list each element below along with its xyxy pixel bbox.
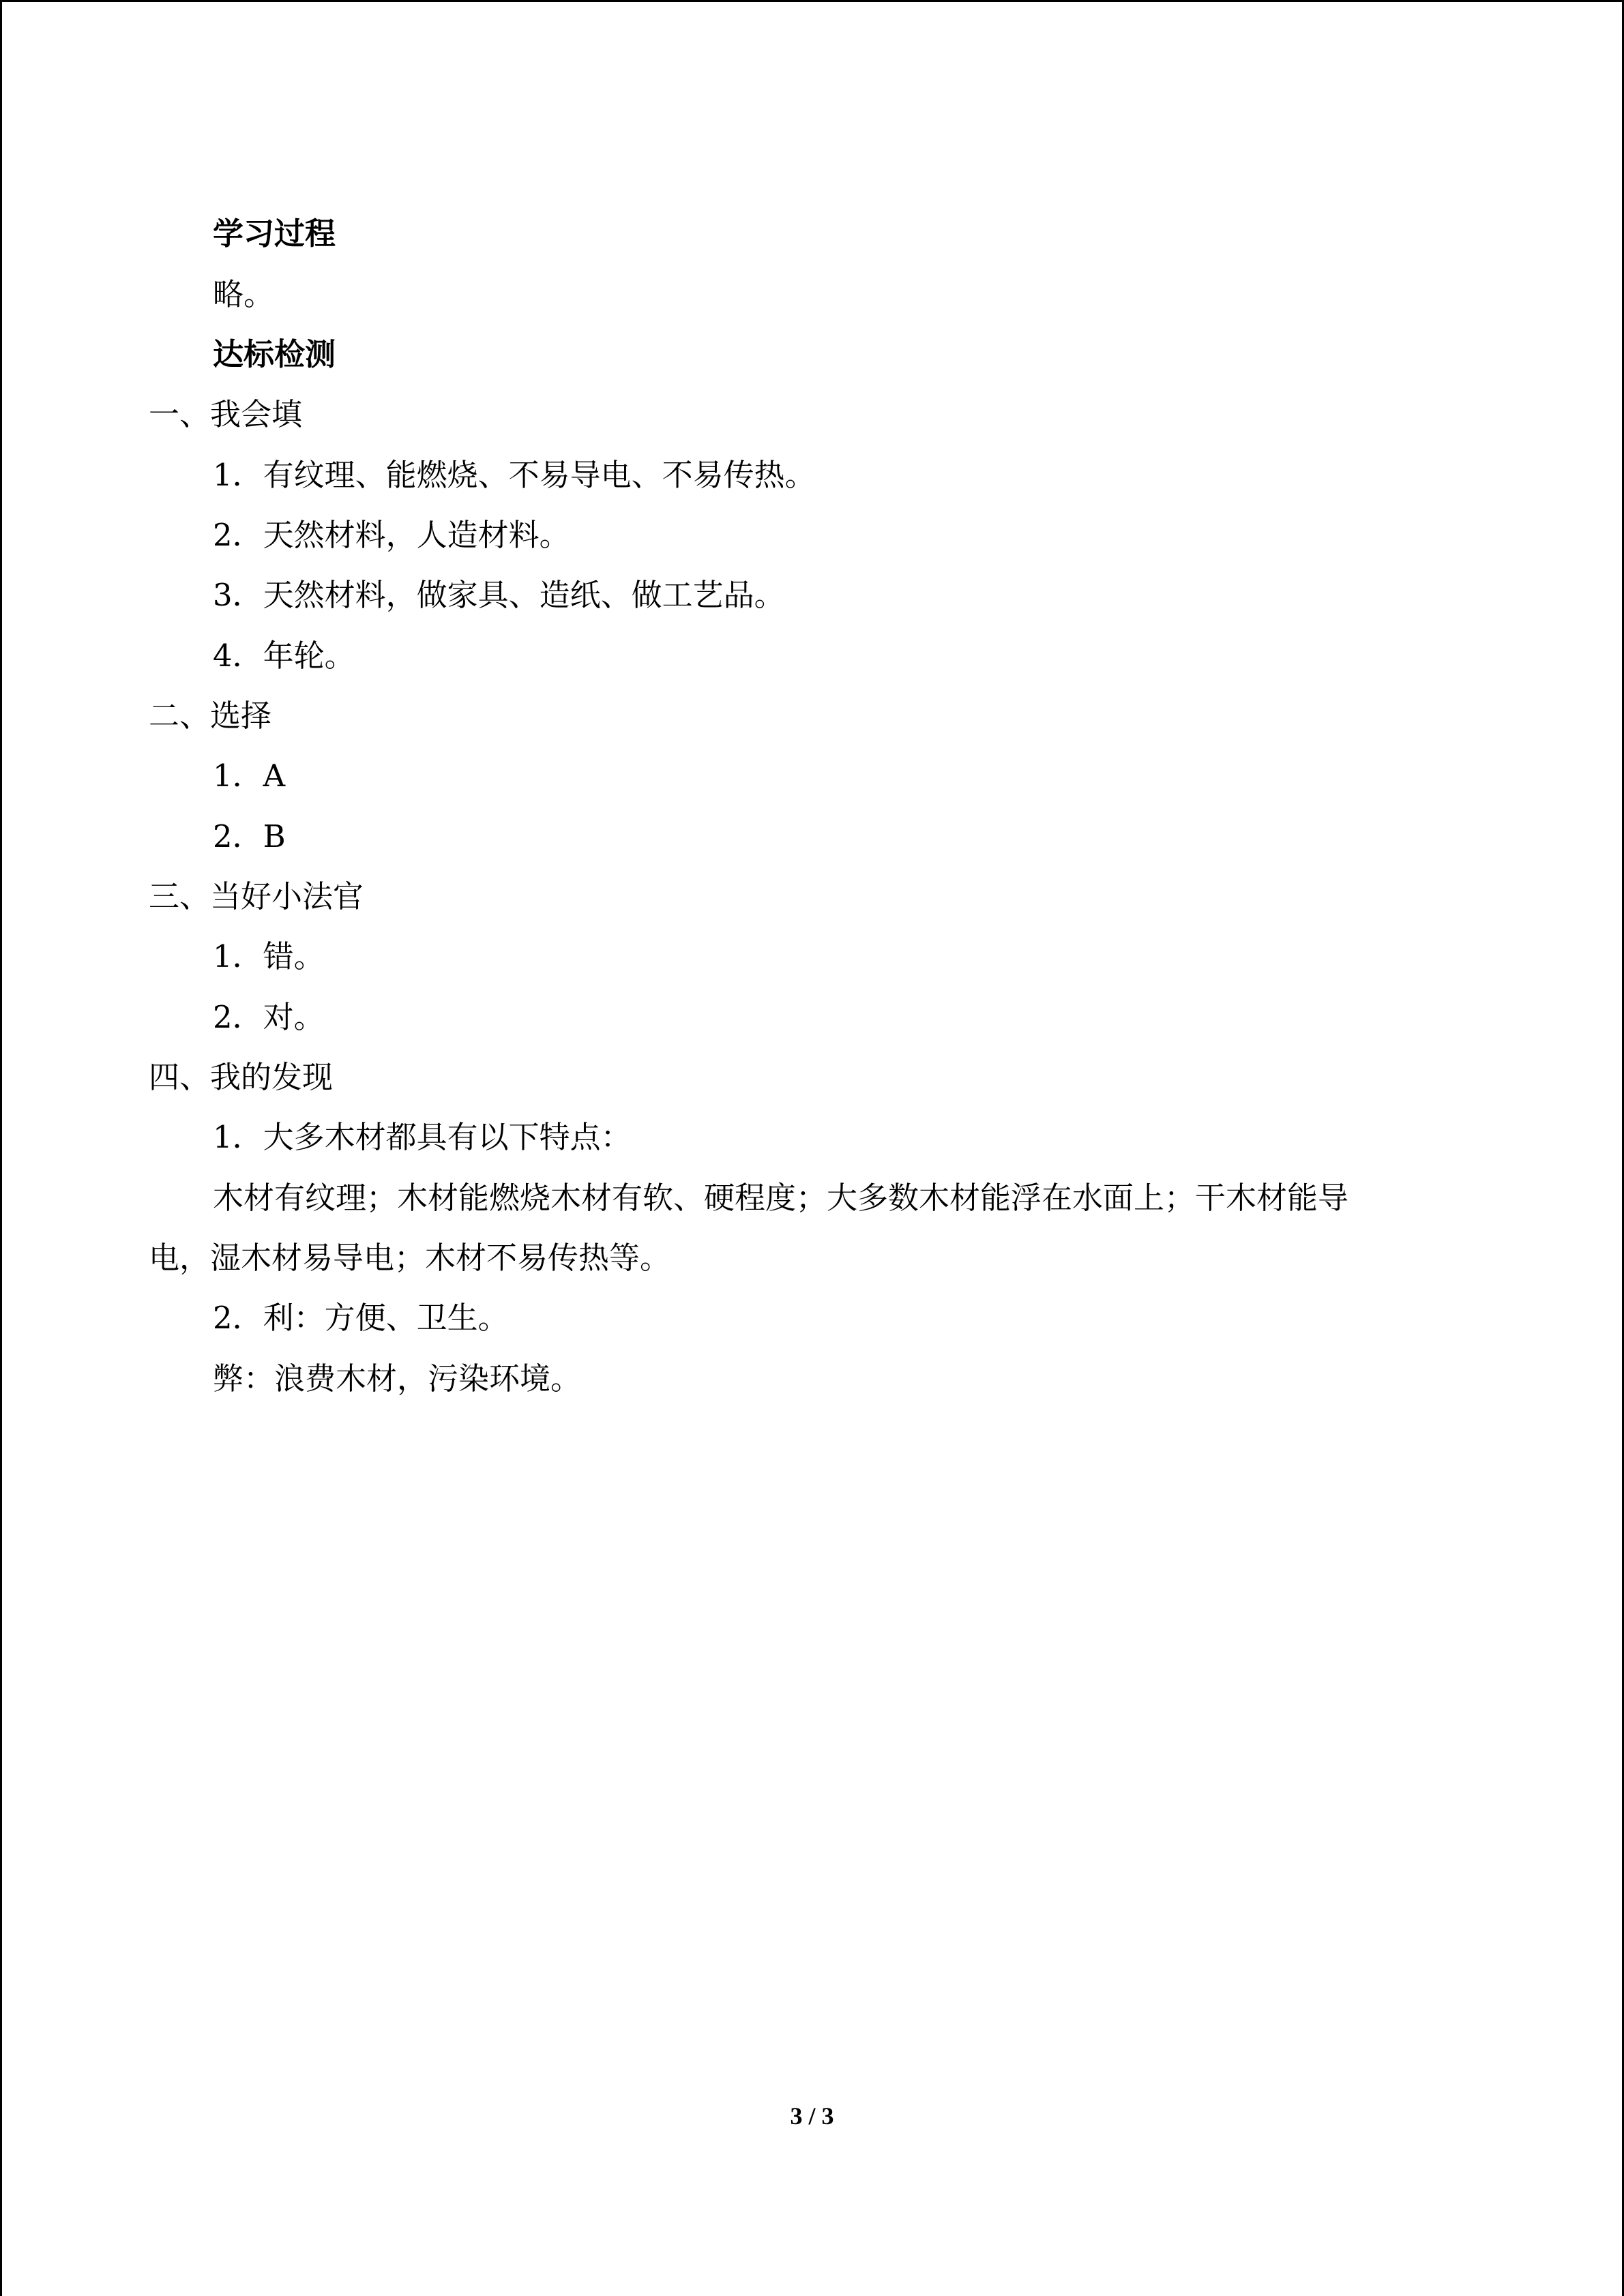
part1-title: 一、我会填 [149,396,303,432]
part4-item-1-detail-line-1: 木材有纹理；木材能燃烧木材有软、硬程度；大多数木材能浮在水面上；干木材能导 [213,1180,1349,1216]
part4-item-2-detail: 弊：浪费木材，污染环境。 [213,1360,582,1397]
part3-item-2: 2．对。 [213,999,325,1035]
heading-learning-process: 学习过程 [213,215,336,252]
part4-item-2: 2．利：方便、卫生。 [213,1300,509,1336]
part4-title: 四、我的发现 [149,1059,334,1095]
learning-process-text: 略。 [213,276,275,312]
part1-item-2: 2．天然材料，人造材料。 [213,517,570,553]
part3-title: 三、当好小法官 [149,878,364,914]
heading-assessment: 达标检测 [213,336,336,372]
part2-item-2: 2．B [213,818,286,854]
part4-item-1: 1．大多木材都具有以下特点： [213,1119,632,1155]
page-number: 3 / 3 [790,2102,834,2130]
part1-item-1: 1．有纹理、能燃烧、不易导电、不易传热。 [213,457,816,493]
part2-title: 二、选择 [149,698,272,734]
part1-item-4: 4．年轮。 [213,638,355,674]
part2-item-1: 1．A [213,758,286,794]
part1-item-3: 3．天然材料，做家具、造纸、做工艺品。 [213,577,785,613]
part4-item-1-detail-line-2: 电，湿木材易导电；木材不易传热等。 [149,1240,671,1276]
part3-item-1: 1．错。 [213,938,325,974]
